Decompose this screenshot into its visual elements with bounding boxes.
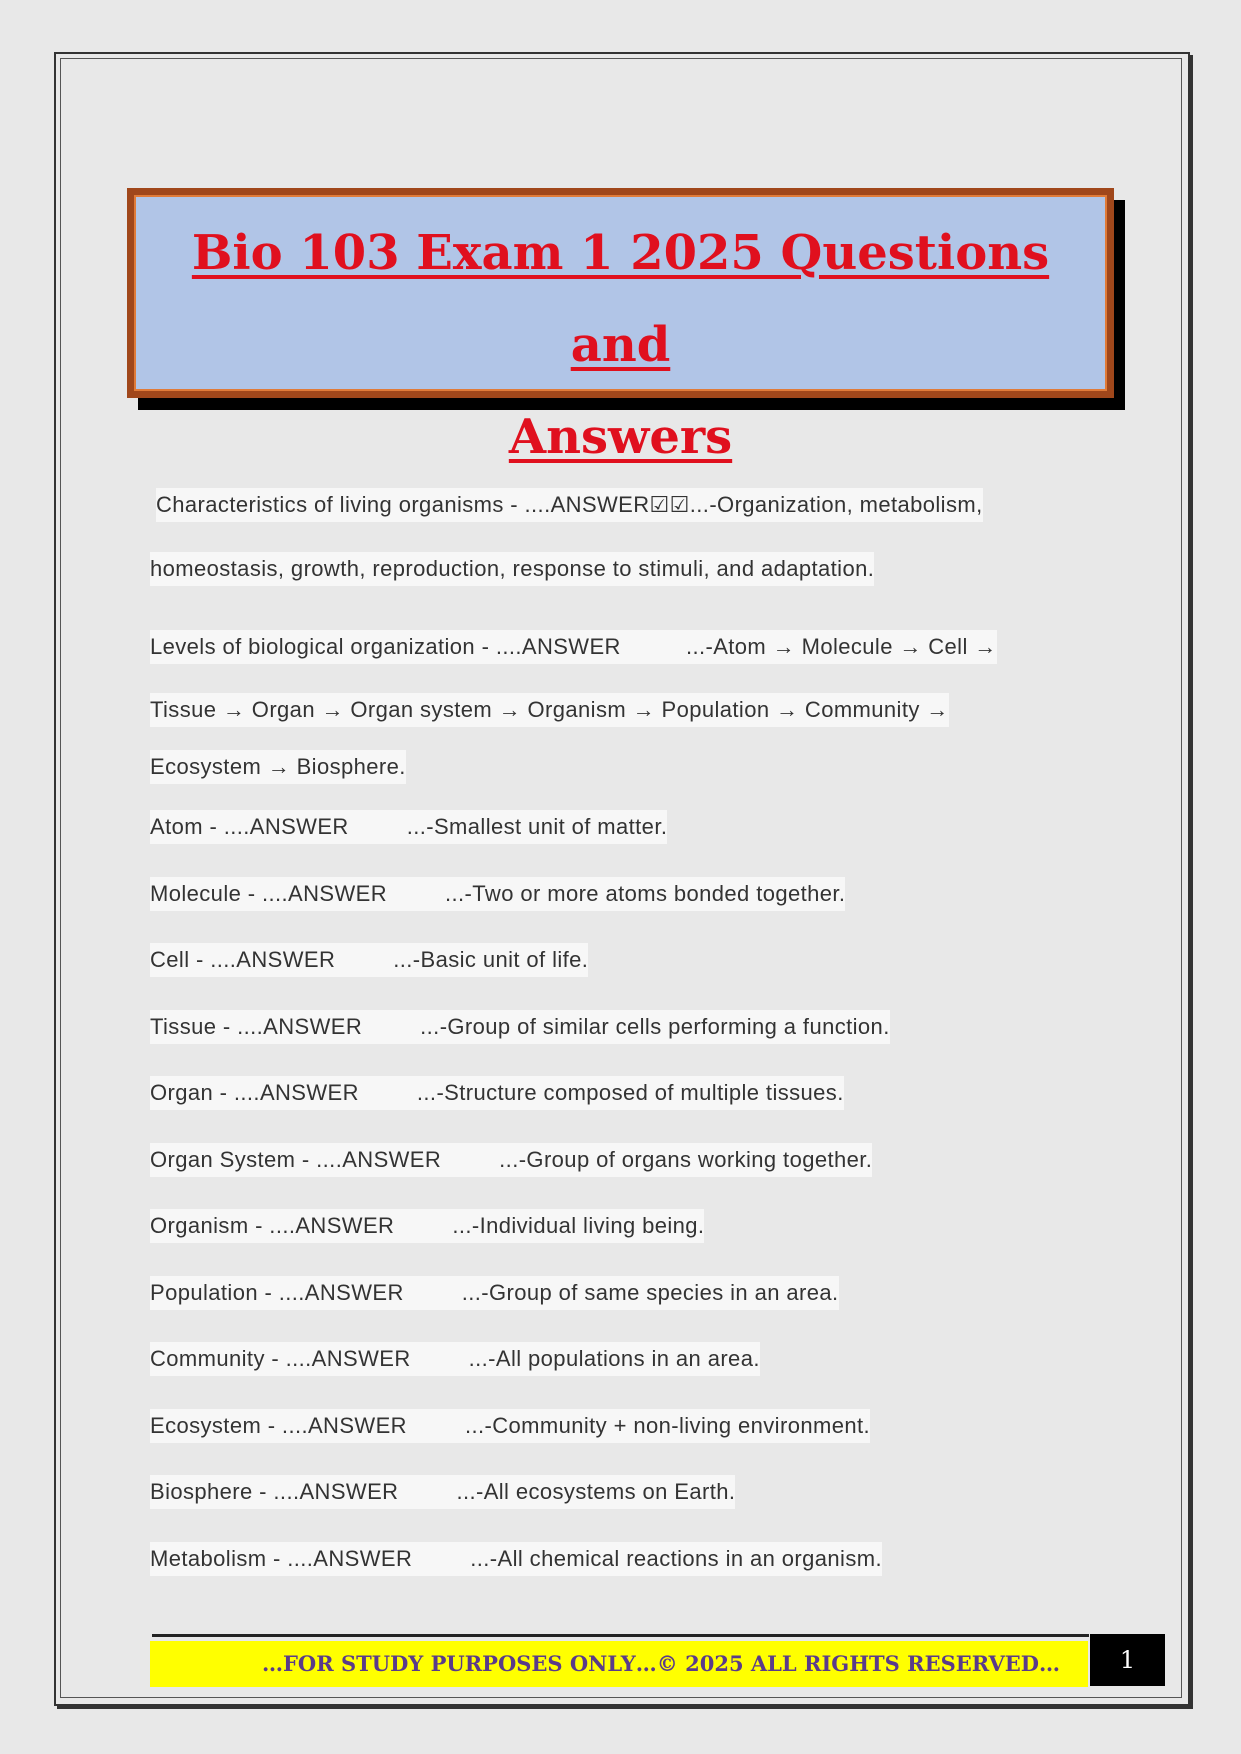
entry-answer: ...-Group of similar cells performing a function.: [420, 1014, 890, 1039]
entry-term: Population - ....ANSWER: [150, 1280, 404, 1305]
entry-line: Ecosystem → Biosphere.: [150, 750, 406, 784]
entry-answer: ...-Two or more atoms bonded together.: [445, 881, 846, 906]
entry-answer: ...-All ecosystems on Earth.: [456, 1479, 736, 1504]
entry-answer: ...-Group of organs working together.: [499, 1147, 873, 1172]
entry-term: Organ - ....ANSWER: [150, 1080, 359, 1105]
entry-term: Organ System - ....ANSWER: [150, 1147, 442, 1172]
qa-entry-organ-system: [150, 1143, 872, 1177]
footer-divider: [152, 1634, 1089, 1637]
entry-line: Characteristics of living organisms - ....ANSWER☑☑...-Organization, metabolism,: [156, 488, 983, 522]
entry-term: Organism - ....ANSWER: [150, 1213, 395, 1238]
entry-answer: ...-Group of same species in an area.: [461, 1280, 839, 1305]
entry-term: Ecosystem - ....ANSWER: [150, 1413, 407, 1438]
entry-answer: ...-Structure composed of multiple tissues.: [416, 1080, 844, 1105]
entry-term: Biosphere - ....ANSWER: [150, 1479, 399, 1504]
entry-answer: ...-Smallest unit of matter.: [406, 814, 668, 839]
qa-entry-metabolism: [150, 1542, 882, 1576]
entry-answer: ...-Community + non-living environment.: [464, 1413, 870, 1438]
qa-entry-characteristics: [156, 488, 983, 522]
entry-answer: ...-Basic unit of life.: [393, 947, 589, 972]
qa-entry-levels-cont2: [150, 750, 406, 784]
entry-line: Tissue → Organ → Organ system → Organism → Population → Community →: [150, 693, 949, 727]
entry-answer: ...-All populations in an area.: [468, 1346, 760, 1371]
entry-term: Molecule - ....ANSWER: [150, 881, 388, 906]
qa-entry-organism: [150, 1209, 704, 1243]
qa-entry-organ: [150, 1076, 844, 1110]
qa-entry-population: [150, 1276, 839, 1310]
entry-line: homeostasis, growth, reproduction, response to stimuli, and adaptation.: [150, 552, 874, 586]
qa-entry-ecosystem: [150, 1409, 870, 1443]
page-number: 1: [1090, 1634, 1165, 1686]
entry-line: Levels of biological organization - ....ANSWER ...-Atom → Molecule → Cell →: [150, 630, 997, 664]
entry-term: Cell - ....ANSWER: [150, 947, 336, 972]
qa-entry-molecule: [150, 877, 845, 911]
qa-entry-biosphere: [150, 1475, 735, 1509]
page-title: [134, 195, 1107, 483]
qa-entry-community: [150, 1342, 760, 1376]
qa-entry-atom: [150, 810, 667, 844]
qa-entry-tissue: [150, 1010, 890, 1044]
qa-entry-characteristics-cont: [150, 552, 874, 586]
qa-entry-levels-cont: [150, 693, 949, 727]
title-line-1: Bio 103 Exam 1 2025 Questions and: [191, 225, 1050, 373]
entry-term: Tissue - ....ANSWER: [150, 1014, 363, 1039]
qa-entry-cell: [150, 943, 588, 977]
title-line-2: Answers: [508, 409, 733, 465]
title-box: [127, 188, 1114, 465]
entry-answer: ...-Individual living being.: [452, 1213, 705, 1238]
entry-term: Community - ....ANSWER: [150, 1346, 411, 1371]
entry-term: Metabolism - ....ANSWER: [150, 1546, 413, 1571]
entry-term: Atom - ....ANSWER: [150, 814, 349, 839]
footer-notice: …FOR STUDY PURPOSES ONLY…© 2025 ALL RIGHTS RESERVED…: [150, 1641, 1088, 1687]
entry-answer: ...-All chemical reactions in an organism.: [470, 1546, 882, 1571]
qa-entry-levels: [150, 630, 997, 664]
